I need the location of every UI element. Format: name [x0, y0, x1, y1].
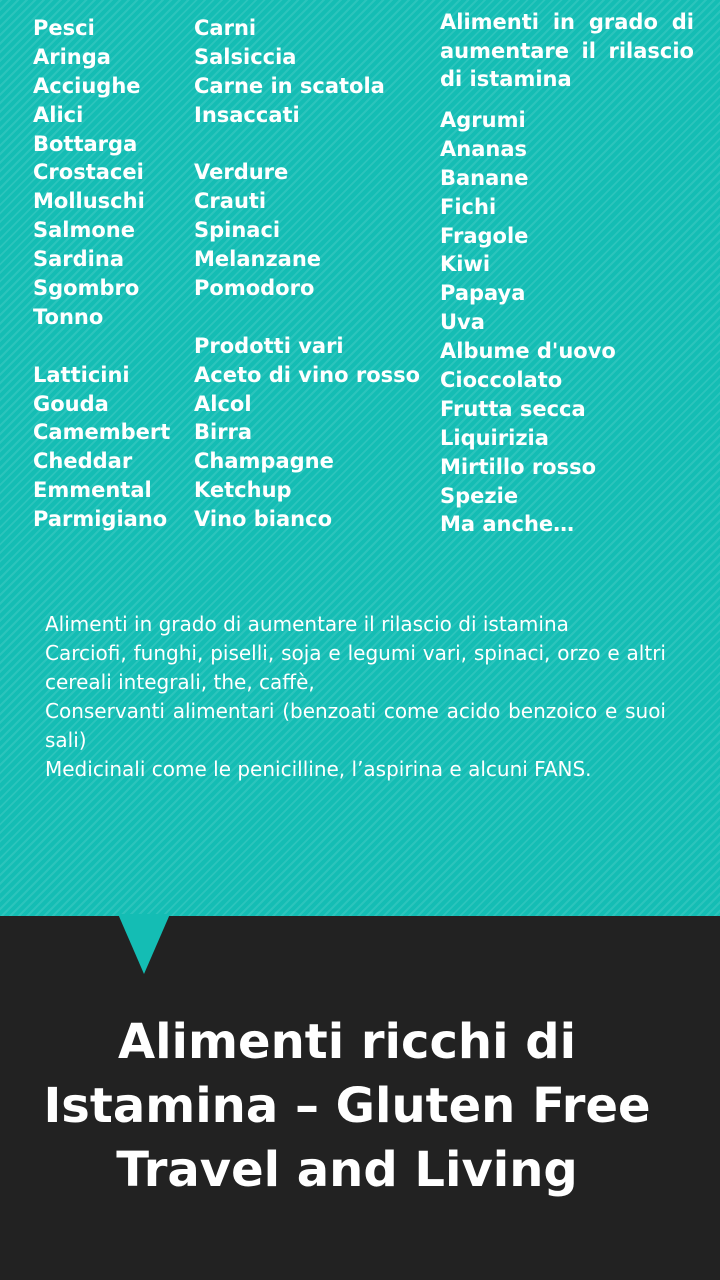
- list-item: Spinaci: [194, 218, 281, 243]
- list-item: Papaya: [440, 281, 526, 306]
- list-item: Salmone: [33, 218, 135, 243]
- list-spacer: [194, 130, 420, 159]
- list-item: Ketchup: [194, 478, 292, 503]
- list-item: Crauti: [194, 189, 267, 214]
- column-meat-vegetables: [194, 14, 420, 534]
- list-item: Fragole: [440, 223, 529, 248]
- list-item: Alcol: [194, 391, 252, 416]
- list-spacer: [33, 332, 170, 361]
- list-item: Camembert: [33, 420, 171, 445]
- list-item: Spezie: [440, 483, 519, 508]
- list-item: Vino bianco: [194, 507, 332, 532]
- speech-pointer: [118, 914, 170, 974]
- list-item: Emmental: [33, 478, 152, 503]
- list-item: Salsiccia: [194, 44, 297, 69]
- list-item: Prodotti vari: [194, 333, 344, 358]
- list-item: Melanzane: [194, 247, 322, 272]
- column-fish-dairy: [33, 14, 170, 534]
- list-item: Agrumi: [440, 108, 526, 132]
- list-item: Cioccolato: [440, 368, 563, 393]
- list-item: Pomodoro: [194, 276, 315, 301]
- list-item: Liquirizia: [440, 425, 549, 450]
- paragraph-line: Carciofi, funghi, piselli, soja e legumi vari, spinaci, orzo e altri cereali integrali, the, caffè,: [45, 641, 666, 694]
- list-item: Ananas: [440, 136, 527, 161]
- list-item: Molluschi: [33, 189, 145, 214]
- list-item: Mirtillo rosso: [440, 454, 597, 479]
- list-item: Tonno: [33, 304, 104, 329]
- list-item: Fichi: [440, 194, 497, 219]
- list-item: Parmigiano: [33, 507, 168, 532]
- list-item: Kiwi: [440, 252, 491, 277]
- list-item: Pesci: [33, 16, 95, 40]
- paragraph-line: Conservanti alimentari (benzoati come acido benzoico e suoi sali): [45, 699, 666, 752]
- page-title: Alimenti ricchi di Istamina – Gluten Free Travel and Living: [43, 1014, 651, 1198]
- list-item: Champagne: [194, 449, 334, 474]
- paragraph-heading: Alimenti in grado di aumentare il rilascio di istamina: [45, 612, 569, 636]
- list-item: Gouda: [33, 391, 109, 416]
- list-item: Sardina: [33, 247, 125, 272]
- list-item: Aringa: [33, 44, 111, 69]
- list-item: Frutta secca: [440, 396, 586, 421]
- list-item: Alici: [33, 102, 84, 127]
- list-item: Verdure: [194, 160, 289, 185]
- list-item: Insaccati: [194, 102, 300, 127]
- list-item: Cheddar: [33, 449, 133, 474]
- list-item: Carne in scatola: [194, 73, 385, 98]
- list-item: Acciughe: [33, 73, 141, 98]
- list-item: Aceto di vino rosso: [194, 362, 421, 387]
- list-item: Sgombro: [33, 276, 140, 301]
- list-item: Carni: [194, 16, 257, 40]
- list-item: Birra: [194, 420, 253, 445]
- histamine-release-paragraph: [45, 610, 666, 784]
- column-histamine-releasers: [440, 106, 616, 539]
- list-item: Uva: [440, 310, 485, 335]
- list-spacer: [194, 303, 420, 332]
- paragraph-line: Medicinali come le penicilline, l’aspirina e alcuni FANS.: [45, 757, 592, 781]
- list-item: Albume d'uovo: [440, 339, 616, 364]
- list-item: Banane: [440, 165, 529, 190]
- list-item: Crostacei: [33, 160, 144, 185]
- column3-heading: Alimenti in grado di aumentare il rilascio di istamina: [440, 10, 694, 91]
- list-item: Bottarga: [33, 131, 138, 156]
- list-item: Latticini: [33, 362, 130, 387]
- list-item: Ma anche…: [440, 512, 575, 537]
